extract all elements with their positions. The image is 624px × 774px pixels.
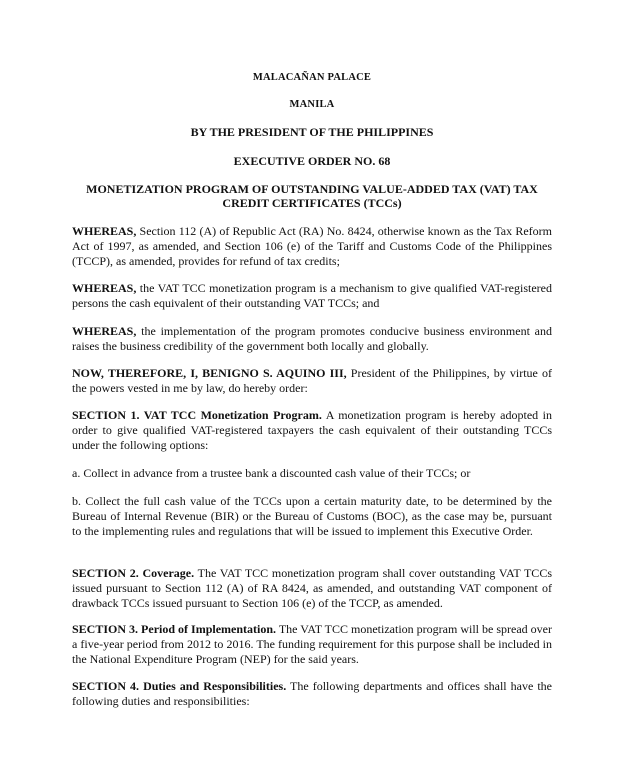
paragraph-text: the VAT TCC monetization program is a mechanism to give qualified VAT-registered persons the cash equivalent of their outstanding VAT TCCs; and	[72, 281, 552, 311]
paragraph-text: President of the Philippines, by virtue of the powers vested in me by law, do hereby order:	[72, 366, 553, 396]
paragraph-lead: WHEREAS,	[72, 224, 137, 238]
whereas-paragraph-3	[72, 324, 552, 354]
paragraph-lead: WHEREAS,	[72, 281, 137, 295]
paragraph-text: The following departments and offices shall have the following duties and responsibilities:	[72, 679, 552, 709]
option-a-paragraph	[72, 466, 552, 481]
order-number-heading: EXECUTIVE ORDER NO. 68	[233, 154, 391, 168]
paragraph-text: A monetization program is hereby adopted in order to give qualified VAT-registered taxpayers the cash equivalent of their outstanding TCCs under the following options:	[72, 408, 552, 453]
paragraph-text: the implementation of the program promotes conducive business environment and raises the business credibility of the government both locally and globally.	[72, 324, 552, 354]
section-2-paragraph	[72, 566, 552, 612]
section-1-paragraph	[72, 408, 552, 454]
paragraph-lead: WHEREAS,	[72, 324, 137, 338]
order-title: MONETIZATION PROGRAM OF OUTSTANDING VALUE-ADDED TAX (VAT) TAX CREDIT CERTIFICATES (TCCs)	[86, 182, 538, 210]
paragraph-lead: SECTION 3. Period of Implementation.	[72, 622, 277, 636]
now-therefore-paragraph	[72, 366, 552, 396]
paragraph-lead: SECTION 2. Coverage.	[72, 566, 195, 580]
whereas-paragraph-1	[72, 224, 552, 270]
city-heading: MANILA	[289, 99, 335, 110]
paragraph-text: The VAT TCC monetization program shall cover outstanding VAT TCCs issued pursuant to Section 112 (A) of RA 8424, as amended, and outstanding VAT component of drawback TCCs issued pursuant to Section 106 (e) of the TCCP, as amended.	[72, 566, 552, 611]
paragraph-text: a. Collect in advance from a trustee bank a discounted cash value of their TCCs; or	[72, 466, 471, 480]
paragraph-text: b. Collect the full cash value of the TCCs upon a certain maturity date, to be determined by the Bureau of Internal Revenue (BIR) or the Bureau of Customs (BOC), as the case may be, pursuant to the implementing rules and regulations that will be issued to implement this Executive Order.	[72, 494, 552, 539]
paragraph-lead: SECTION 4. Duties and Responsibilities.	[72, 679, 287, 693]
section-4-paragraph	[72, 679, 552, 709]
paragraph-text: The VAT TCC monetization program will be spread over a five-year period from 2012 to 2016. The funding requirement for this purpose shall be included in the National Expenditure Program (NEP) for the said years.	[72, 622, 552, 667]
issuer-heading: BY THE PRESIDENT OF THE PHILIPPINES	[190, 125, 434, 139]
whereas-paragraph-2	[72, 281, 552, 311]
option-b-paragraph	[72, 494, 552, 540]
palace-heading: MALACAÑAN PALACE	[252, 72, 372, 83]
paragraph-lead: SECTION 1. VAT TCC Monetization Program.	[72, 408, 322, 422]
section-3-paragraph	[72, 622, 552, 668]
paragraph-lead: NOW, THEREFORE, I, BENIGNO S. AQUINO III,	[72, 366, 347, 380]
paragraph-text: Section 112 (A) of Republic Act (RA) No. 8424, otherwise known as the Tax Reform Act of 1997, as amended, and Section 106 (e) of the Tariff and Customs Code of the Philippines (TCCP), as amended, provides for refund of tax credits;	[72, 224, 552, 269]
